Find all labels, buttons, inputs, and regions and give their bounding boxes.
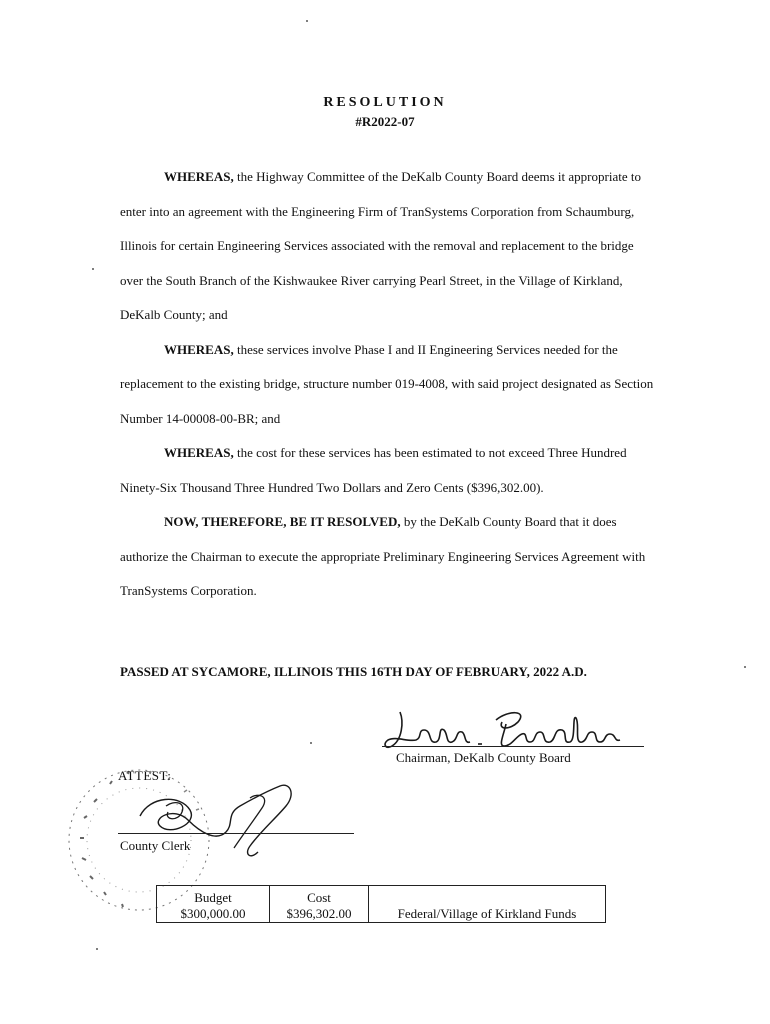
paragraph-text: the cost for these services has been estimated to not exceed Three Hundred Ninety-Six Thousand Three Hundred Two Dollars and Zero Cents ($396,302.00). [120,445,627,495]
budget-table [156,885,606,923]
chairman-label-text: Chairman, DeKalb County Board [396,750,571,765]
scan-speck [96,948,98,950]
clerk-signature-line [118,833,354,834]
funding-source: Federal/Village of Kirkland Funds [397,906,577,921]
scan-speck [310,742,312,744]
paragraph-text: these services involve Phase I and II Engineering Services needed for the replacement to the existing bridge, structure number 019-4008, with said project designated as Section Number 14-00008-00-BR; and [120,341,654,426]
resolution-number: #R2022-07 [355,114,415,129]
paragraph-lead: WHEREAS, [164,169,234,184]
budget-cell [157,886,270,923]
paragraph-lead: WHEREAS, [164,341,234,357]
paragraph-lead: WHEREAS, [164,445,234,460]
resolution-body [120,160,660,609]
whereas-paragraph-2 [120,333,660,437]
budget-value: $300,000.00 [180,906,246,921]
chairman-label [396,750,571,766]
resolution-title: RESOLUTION [323,95,447,110]
county-clerk-label: County Clerk [120,838,191,853]
paragraph-lead: NOW, THEREFORE, BE IT RESOLVED, [164,514,401,529]
attest-label: ATTEST: [118,768,172,783]
whereas-paragraph-1 [120,160,660,333]
budget-label: Budget [194,890,232,905]
scan-speck [92,268,94,270]
chairman-signature-line [382,746,644,747]
funding-cell [369,886,606,923]
paragraph-text: the Highway Committee of the DeKalb County Board deems it appropriate to enter into an agreement with the Engineering Firm of TranSystems Corporation from Schaumburg, Illinois for certain Engineering Services associated with the removal and replacement to the bridge over the South Branch of the Kishwaukee River carrying Pearl Street, in the Village of Kirkland, DeKalb County; and [120,169,641,322]
table-row [157,886,606,923]
cost-cell [270,886,369,923]
resolved-paragraph [120,505,660,609]
cost-value: $396,302.00 [286,906,352,921]
whereas-paragraph-3 [120,436,660,505]
scan-speck [306,20,308,22]
scan-speck [744,666,746,668]
cost-label: Cost [307,890,331,905]
paragraph-text: by the DeKalb County Board that it does authorize the Chairman to execute the appropriate Preliminary Engineering Services Agreement with TranSystems Corporation. [120,514,646,598]
passed-statement: PASSED AT SYCAMORE, ILLINOIS THIS 16TH DAY OF FEBRUARY, 2022 A.D. [120,664,587,679]
